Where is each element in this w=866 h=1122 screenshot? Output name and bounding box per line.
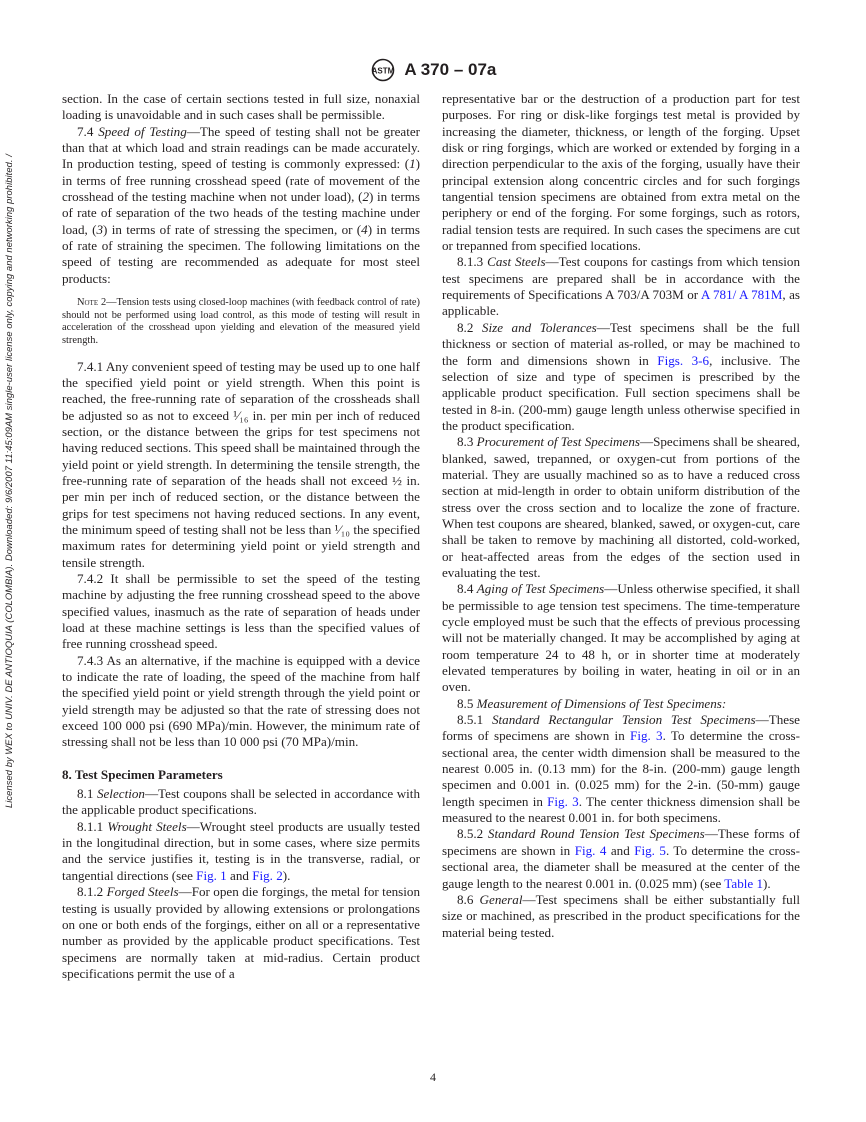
- text-run: ).: [282, 867, 291, 883]
- text-run: 7.4.2 It shall be permissible to set the speed of the testing machine by adjusting the free running crosshead speed to the above specified values, inasmuch as the rate of separation of heads under load at these machine settings is less than the specified values of free running crosshead speed.: [62, 570, 420, 652]
- text-run: 8.1: [77, 786, 97, 802]
- text-run: —Test coupons for castings from which tension test specimens are prepared shall be in accordance with the requirements of Specifications A 703/A 703M or: [442, 254, 800, 303]
- text-run: 8.5: [457, 695, 477, 711]
- text-run: 7.4.3 As an alternative, if the machine is equipped with a device to indicate the rate of loading, the speed of the machine from half the specified yield point or yield strength through the yield point or yield strength may be adjusted so that the rate of stressing does not exceed 100 000 psi (690 MPa)/min. However, the minimum rate of stressing shall not be less than 10 000 psi (70 MPa)/min.: [62, 652, 420, 750]
- text-run: ) in terms of free running crosshead speed (rate of movement of the crosshead of the testing machine when not under load), (: [62, 156, 420, 205]
- text-run: ) in terms of rate of separation of the two heads of the testing machine under load, (: [62, 189, 420, 237]
- standard-designation: A 370 – 07a: [404, 60, 497, 79]
- text-run: , as applicable.: [442, 287, 800, 319]
- text-run: 8.1.1: [77, 818, 108, 834]
- cross-reference-link[interactable]: Table 1: [724, 875, 764, 891]
- text-run: —Test specimens shall be either substantially full size or machined, as prescribed in the product specifications for the material being tested.: [442, 891, 800, 940]
- paragraph-8-1-2: [62, 884, 420, 982]
- text-run: . To determine the cross-sectional area, the diameter shall be measured at the center of the gauge length to the nearest 0.001 in. (0.025 mm) (see: [442, 842, 801, 891]
- italic-term: Speed of Testing: [98, 123, 187, 139]
- text-run: 8.6: [457, 891, 480, 907]
- italic-term: 1: [409, 156, 416, 172]
- text-run: and: [226, 867, 253, 883]
- text-run: 8.1.2: [77, 884, 107, 900]
- text-run: ) in terms of rate of straining the specimen. The following limitations on the speed of testing are recommended as adequate for most steel products:: [62, 221, 420, 286]
- text-run: 8.5.2: [457, 826, 488, 842]
- right-column: [442, 91, 800, 941]
- text-run: 8.2: [457, 319, 482, 335]
- page-header: [0, 58, 866, 82]
- italic-term: Cast Steels: [487, 254, 546, 270]
- italic-term: Selection: [96, 786, 145, 802]
- paragraph-8-6: [442, 892, 800, 941]
- italic-term: Wrought Steels: [107, 818, 187, 834]
- svg-text:ASTM: ASTM: [371, 66, 394, 76]
- italic-term: 3: [96, 221, 104, 237]
- paragraph: [62, 91, 420, 124]
- text-run: and: [606, 842, 635, 858]
- text-run: ) in terms of rate of stressing the specimen, or (: [103, 221, 362, 237]
- paragraph-8-5: [442, 696, 800, 712]
- paragraph-8-1-1: [62, 819, 420, 884]
- left-column: [62, 91, 420, 982]
- italic-term: 4: [361, 221, 368, 237]
- paragraph-8-5-2: [442, 826, 800, 891]
- text-run: 7.4.1 Any convenient speed of testing may be used up to one half the specified yield point or yield strength. When this point is reached, the free-running rate of separation of the crossheads shall be adjusted so as not to exceed ¹⁄₁₆ in. per min per inch of reduced section, or the distance between the grips for test specimens not having reduced sections. This speed shall be maintained through the yield point or yield strength. In determining the tensile strength, the free-running rate of separation of the heads shall not exceed ½ in. per min per inch of reduced section, or the distance between the grips for test specimens not having reduced sections. In any event, the minimum speed of testing shall not be less than ¹⁄₁₀ the specified maximum rates for determining yield point or yield strength and tensile strength.: [62, 358, 420, 570]
- text-run: , inclusive. The selection of size and type of specimen is prescribed by the applicable product specification. Full section specimens shall be tested in 8-in. (200-mm) gauge length unless otherwise specified in the product specification.: [442, 352, 800, 433]
- italic-term: Size and Tolerances: [481, 319, 597, 335]
- cross-reference-link[interactable]: Figs. 3-6: [657, 352, 710, 368]
- astm-logo-icon: [370, 58, 396, 82]
- note-label: Note 2: [77, 297, 107, 309]
- text-run: 8.3: [457, 434, 477, 450]
- section-heading: 8. Test Specimen Parameters: [62, 766, 223, 782]
- italic-term: Measurement of Dimensions of Test Specimens:: [476, 695, 727, 711]
- text-run: ).: [763, 875, 771, 891]
- license-watermark: Licensed by WEX to UNIV. DE ANTIOQUIA (COLOMBIA). Downloaded: 9/6/2007 11:45:09AM single-user license only, copying and networking prohibited. /: [4, 154, 14, 808]
- text-run: 7.4: [77, 123, 99, 139]
- text-run: —Specimens shall be sheared, blanked, sawed, trepanned, or oxygen-cut from portions of the material. They are usually machined so as to have a reduced cross section at mid-length in order to obtain uniform distribution of the stress over the cross section and to localize the zone of fracture. When test coupons are sheared, blanked, sawed, or oxygen-cut, care shall be taken to remove by machining all distorted, cold-worked, or heat-affected areas from the edges of the section used in evaluating the test.: [442, 434, 801, 580]
- cross-reference-link[interactable]: Fig. 3: [547, 793, 579, 809]
- italic-term: Aging of Test Specimens: [476, 581, 605, 597]
- text-run: —For open die forgings, the metal for tension testing is usually provided by allowing extensions or prolongations on one or both ends of the forgings, either on all or a representative number as provided by the applicable product specifications. Test specimens are normally taken at mid-radius. Certain product specifications permit the use of a: [62, 884, 421, 981]
- cross-reference-link[interactable]: Fig. 1: [196, 867, 227, 883]
- text-run: —Unless otherwise specified, it shall be permissible to age tension test specimens. The time-temperature cycle employed must be such that the effects of previous processing will not be materially changed. It may be accomplished by aging at room temperature 24 to 48 h, or in shorter time at moderately elevated temperatures by boiling in water, heating in oil or in an oven.: [442, 581, 801, 695]
- text-run: —These forms of specimens are shown in: [442, 712, 800, 744]
- paragraph-8-1: [62, 786, 420, 819]
- text-run: —Wrought steel products are usually tested in the longitudinal direction, but in some cases, where size permits and the service justifies it, testing is in the transverse, radial, or tangential directions (see: [62, 818, 420, 883]
- paragraph: [442, 91, 800, 254]
- cross-reference-link[interactable]: A 781/ A 781M: [700, 287, 783, 303]
- paragraph-7-4-2: [62, 571, 420, 653]
- italic-term: Procurement of Test Specimens: [476, 434, 640, 450]
- italic-term: General: [479, 891, 523, 907]
- text-run: —Test specimens shall be the full thickness or section of material as-rolled, or may be machined to the form and dimensions shown in: [442, 319, 801, 368]
- text-run: 8.5.1: [457, 712, 492, 728]
- text-run: section. In the case of certain sections tested in full size, nonaxial loading is unavoidable and in such cases shall be permissible.: [62, 91, 420, 123]
- paragraph-8-3: [442, 434, 800, 581]
- text-run: —Test coupons shall be selected in accordance with the applicable product specifications.: [62, 786, 420, 818]
- cross-reference-link[interactable]: Fig. 2: [252, 867, 283, 883]
- note-2: [62, 297, 420, 347]
- text-run: 8.4: [457, 581, 477, 597]
- paragraph-7-4-1: [62, 359, 420, 571]
- paragraph-8-1-3: [442, 254, 800, 319]
- cross-reference-link[interactable]: Fig. 4: [574, 842, 607, 858]
- cross-reference-link[interactable]: Fig. 3: [630, 728, 663, 744]
- italic-term: 2: [362, 189, 369, 205]
- text-run: —These forms of specimens are shown in: [442, 826, 800, 858]
- italic-term: Standard Round Tension Test Specimens: [487, 826, 705, 842]
- text-run: . To determine the cross-sectional area, the center width dimension shall be measured to the nearest 0.005 in. (0.13 mm) for the 8-in. (200-mm) gauge length specimen and 0.001 in. (0.025 mm) for the 2-in. (50-mm) gauge length specimen in: [442, 728, 801, 809]
- paragraph-8-2: [442, 320, 800, 434]
- text-run: representative bar or the destruction of a production part for test purposes. For ring or disk-like forgings test metal is provided by increasing the diameter, thickness, or length of the forging. Upset disk or ring forgings, which are worked or extended by forging in a direction perpendicular to the axis of the forging, usually have their principal extension along concentric circles and for such forgings tangential tension specimens are obtained from extra metal on the periphery or end of the forging. For some forgings, such as rotors, radial tension tests are required. In such cases the specimens are cut or trepanned from specified locations.: [442, 91, 800, 254]
- paragraph-7-4-3: [62, 653, 420, 751]
- text-run: 8.1.3: [457, 254, 488, 270]
- italic-term: Forged Steels: [106, 884, 179, 900]
- text-run: —Tension tests using closed-loop machines (with feedback control of rate) should not be performed using load control, as this mode of testing will result in acceleration of the crosshead upon yielding and elevation of the measured yield strength.: [62, 297, 420, 346]
- cross-reference-link[interactable]: Fig. 5: [634, 842, 666, 858]
- text-run: . The center thickness dimension shall be measured to the nearest 0.001 in. for both specimens.: [442, 793, 800, 826]
- paragraph-8-4: [442, 581, 800, 695]
- paragraph-7-4: [62, 124, 420, 287]
- page-number: 4: [430, 1070, 436, 1084]
- italic-term: Standard Rectangular Tension Test Specimens: [492, 712, 756, 728]
- text-run: —The speed of testing shall not be greater than that at which load and strain readings can be made accurately. In production testing, speed of testing is commonly expressed: (: [62, 123, 421, 172]
- paragraph-8-5-1: [442, 712, 800, 826]
